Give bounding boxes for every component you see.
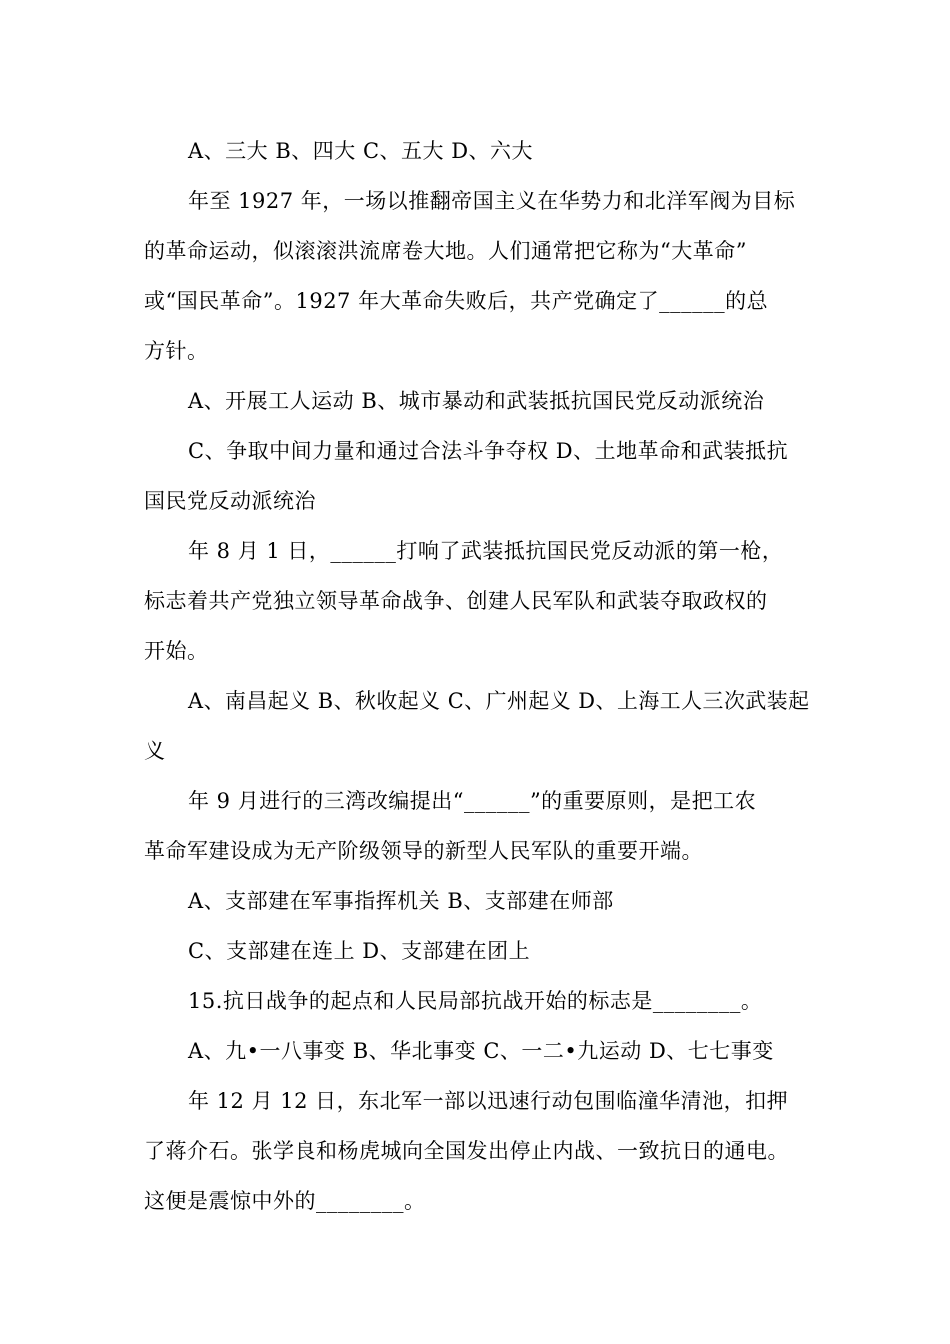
text-line: 年 12 月 12 日，东北军一部以迅速行动包围临潼华清池，扣押 — [188, 1089, 789, 1113]
text-line: A、开展工人运动 B、城市暴动和武装抵抗国民党反动派统治 — [188, 389, 765, 413]
text-line: 了蒋介石。张学良和杨虎城向全国发出停止内战、一致抗日的通电。 — [144, 1139, 789, 1163]
text-line: 或“国民革命”。1927 年大革命失败后，共产党确定了______的总 — [144, 289, 769, 313]
text-line: 国民党反动派统治 — [144, 489, 316, 513]
text-line: 开始。 — [144, 639, 209, 663]
text-line: 年至 1927 年，一场以推翻帝国主义在华势力和北洋军阀为目标 — [188, 189, 796, 213]
text-line: 年 8 月 1 日，______打响了武装抵抗国民党反动派的第一枪， — [188, 539, 784, 563]
text-line: C、争取中间力量和通过合法斗争夺权 D、土地革命和武装抵抗 — [188, 439, 789, 463]
text-line: A、三大 B、四大 C、五大 D、六大 — [188, 139, 534, 163]
text-line: 的革命运动，似滚滚洪流席卷大地。人们通常把它称为“大革命” — [144, 239, 747, 263]
text-line: A、支部建在军事指挥机关 B、支部建在师部 — [188, 889, 614, 913]
text-line: 革命军建设成为无产阶级领导的新型人民军队的重要开端。 — [144, 839, 703, 863]
text-line: 标志着共产党独立领导革命战争、创建人民军队和武装夺取政权的 — [144, 589, 768, 613]
text-line: 这便是震惊中外的________。 — [144, 1189, 426, 1213]
text-line: 方针。 — [144, 339, 209, 363]
text-line: C、支部建在连上 D、支部建在团上 — [188, 939, 531, 963]
text-line: A、九•一八事变 B、华北事变 C、一二•九运动 D、七七事变 — [188, 1039, 774, 1063]
text-line: A、南昌起义 B、秋收起义 C、广州起义 D、上海工人三次武装起 — [188, 689, 810, 713]
text-line: 义 — [144, 739, 166, 763]
text-line: 15.抗日战争的起点和人民局部抗战开始的标志是________。 — [188, 989, 763, 1013]
text-line: 年 9 月进行的三湾改编提出“______”的重要原则，是把工农 — [188, 789, 757, 813]
